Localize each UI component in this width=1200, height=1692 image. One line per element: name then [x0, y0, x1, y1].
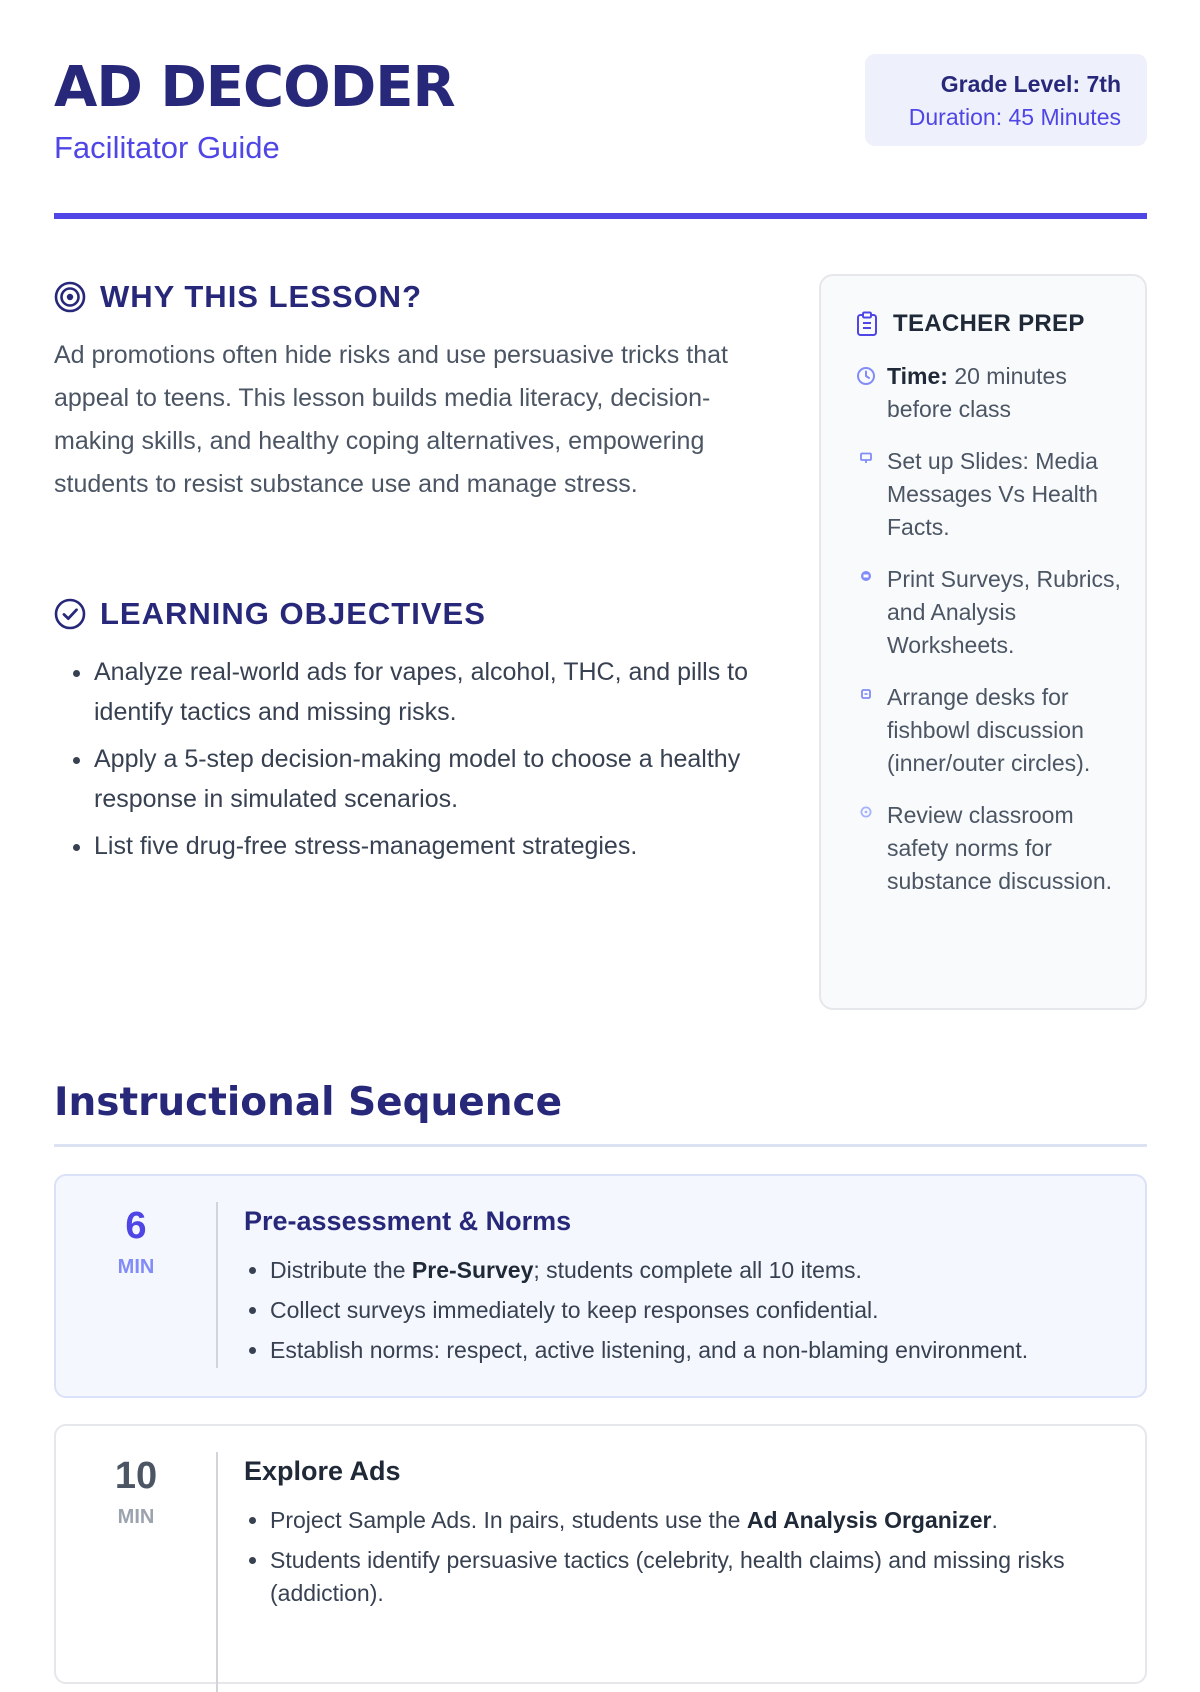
guide-header: [54, 50, 1147, 170]
teacher-prep-list: [855, 360, 1125, 917]
header-divider: [54, 213, 1147, 219]
prep-item: [855, 799, 1125, 898]
sequence-divider: [54, 1144, 1147, 1147]
why-paragraph: Ad promotions often hide risks and use persuasive tricks that appeal to teens. This lesson builds media literacy, decision-making skills, and healthy coping alternatives, empowering students to resist substance use and manage stress.: [54, 341, 728, 498]
step-unit: MIN: [117, 1256, 155, 1278]
shield-icon: [855, 805, 877, 827]
list-item: [270, 1254, 1150, 1287]
step-minutes: 10: [114, 1455, 158, 1497]
why-heading-label: WHY THIS LESSON?: [100, 279, 423, 314]
desks-icon: [855, 687, 877, 709]
prep-item-text: Review classroom safety norms for substance discussion.: [887, 802, 1113, 894]
list-item: • Establish norms: respect, active listening, and a non-blaming environment.: [270, 1334, 1150, 1367]
prep-time-value: 20 minutes before class: [887, 363, 1067, 422]
step-unit: MIN: [117, 1506, 155, 1528]
list-item: • Apply a 5-step decision-making model to choose a healthy response in simulated scenarios.: [94, 739, 824, 819]
step-bold-text: Pre-Survey: [411, 1257, 534, 1283]
sequence-step: [54, 1174, 1147, 1398]
lesson-page: [54, 0, 1147, 1606]
step-list: [244, 1254, 1150, 1374]
slides-icon: [855, 451, 877, 473]
objectives-heading-label: LEARNING OBJECTIVES: [100, 596, 486, 631]
prep-item-time: [855, 360, 1125, 426]
step-minutes: 6: [125, 1205, 147, 1247]
step-title: Pre-assessment & Norms: [244, 1206, 572, 1236]
prep-item-text: Set up Slides: Media Messages Vs Health Facts.: [887, 448, 1098, 540]
sequence-heading: Instructional Sequence: [54, 1080, 563, 1125]
list-item: [270, 1504, 1150, 1537]
step-divider: [216, 1202, 218, 1368]
prep-time-text: [887, 360, 1125, 426]
clipboard-icon: [855, 311, 879, 337]
teacher-prep-card: [819, 274, 1147, 1010]
step-text: Distribute the: [270, 1257, 412, 1283]
page-title: AD DECODER: [54, 55, 455, 120]
page-subtitle: Facilitator Guide: [54, 130, 280, 165]
prep-time-label: Time:: [887, 363, 948, 389]
teacher-prep-heading: [855, 310, 1085, 338]
teacher-prep-label: TEACHER PREP: [893, 310, 1085, 337]
lesson-duration: Duration: 45 Minutes: [908, 104, 1121, 130]
list-item: • List five drug-free stress-management strategies.: [94, 826, 824, 866]
step-title: Explore Ads: [244, 1456, 401, 1486]
step-list: [244, 1504, 1150, 1617]
step-bold-text: Ad Analysis Organizer: [746, 1507, 992, 1533]
step-duration: [56, 1204, 216, 1282]
target-icon: [54, 281, 86, 313]
step-text: .: [991, 1507, 998, 1533]
objectives-list: [54, 652, 824, 873]
list-item: • Students identify persuasive tactics (celebrity, health claims) and missing risks (addiction).: [270, 1544, 1150, 1610]
clock-icon: [855, 366, 877, 388]
check-circle-icon: [54, 598, 86, 630]
prep-item-text: Arrange desks for fishbowl discussion (inner/outer circles).: [887, 684, 1091, 776]
prep-item: [855, 563, 1125, 662]
print-icon: [855, 569, 877, 591]
why-heading: [54, 277, 422, 317]
step-duration: [56, 1454, 216, 1532]
objectives-heading: [54, 594, 486, 634]
step-text: ; students complete all 10 items.: [533, 1257, 862, 1283]
sequence-step: [54, 1424, 1147, 1684]
lesson-meta-box: [865, 54, 1147, 146]
list-item: • Collect surveys immediately to keep responses confidential.: [270, 1294, 1150, 1327]
prep-item-text: Print Surveys, Rubrics, and Analysis Worksheets.: [887, 566, 1121, 658]
prep-item: [855, 445, 1125, 544]
list-item: • Analyze real-world ads for vapes, alcohol, THC, and pills to identify tactics and missing risks.: [94, 652, 824, 732]
grade-level: Grade Level: 7th: [940, 71, 1121, 97]
step-text: Project Sample Ads. In pairs, students use the: [270, 1507, 747, 1533]
step-divider: [216, 1452, 218, 1692]
prep-item: [855, 681, 1125, 780]
